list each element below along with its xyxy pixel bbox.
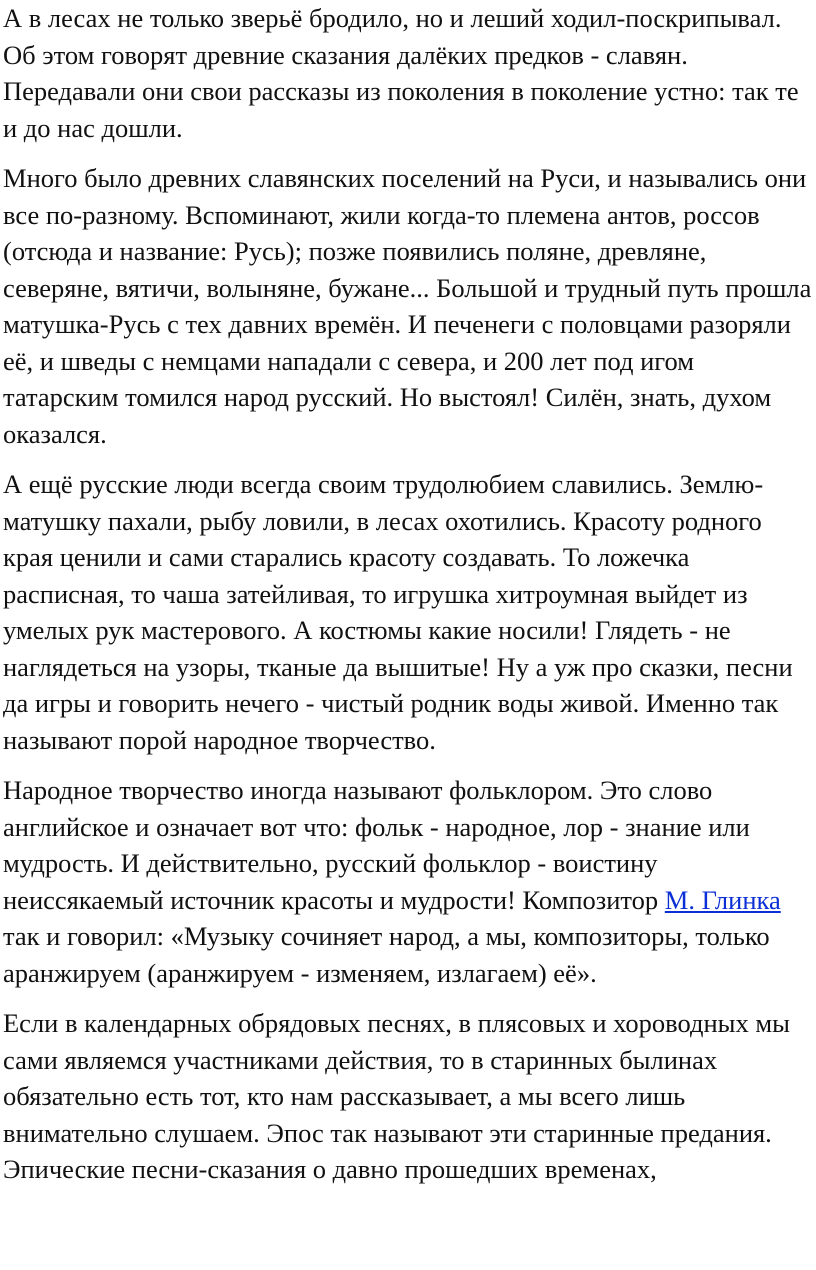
document-page <box>3 0 813 1202</box>
paragraph-folklore-definition <box>3 772 813 991</box>
folklore-text-before-link: Народное творчество иногда называют фольклором. Это слово английское и означает вот что: фольк - народное, лор - знание или мудрость. И действительно, русский фольклор - воистину неиссякаемый источник красоты и мудрости! Композитор <box>3 775 750 915</box>
folklore-text-after-link: так и говорил: «Музыку сочиняет народ, а мы, композиторы, только аранжируем (аранжируем - изменяем, излагаем) её». <box>3 921 770 988</box>
paragraph-epic-songs: Если в календарных обрядовых песнях, в плясовых и хороводных мы сами являемся участниками действия, то в старинных былинах обязательно есть тот, кто нам рассказывает, а мы всего лишь внимательно слушаем. Эпос так называют эти старинные предания. Эпические песни-сказания о давно прошедших временах, <box>3 1008 790 1184</box>
glinka-link[interactable]: М. Глинка <box>664 884 781 915</box>
paragraph-slavic-tribes: Много было древних славянских поселений на Руси, и назывались они все по-разному. Вспоминают, жили когда-то племена антов, россов (отсюда и название: Русь); позже появились поляне, древляне, северяне, вятичи, волыняне, бужане... Большой и трудный путь прошла матушка-Русь с тех давних времён. И печенеги с половцами разоряли её, и шведы с немцами нападали с севера, и 200 лет под игом татарским томился народ русский. Но выстоял! Силён, знать, духом оказался. <box>3 163 812 449</box>
paragraph-russian-craftsmanship: А ещё русские люди всегда своим трудолюбием славились. Землю-матушку пахали, рыбу ловили, в лесах охотились. Красоту родного края ценили и сами старались красоту создавать. То ложечка расписная, то чаша затейливая, то игрушка хитроумная выйдет из умелых рук мастерового. А костюмы какие носили! Глядеть - не наглядеться на узоры, тканые да вышитые! Ну а уж про сказки, песни да игры и говорить нечего - чистый родник воды живой. Именно так называют порой народное творчество. <box>3 469 793 755</box>
paragraph-forest-legends: А в лесах не только зверьё бродило, но и леший ходил-поскрипывал. Об этом говорят древние сказания далёких предков - славян. Передавали они свои рассказы из поколения в поколение устно: так те и до нас дошли. <box>3 3 799 143</box>
